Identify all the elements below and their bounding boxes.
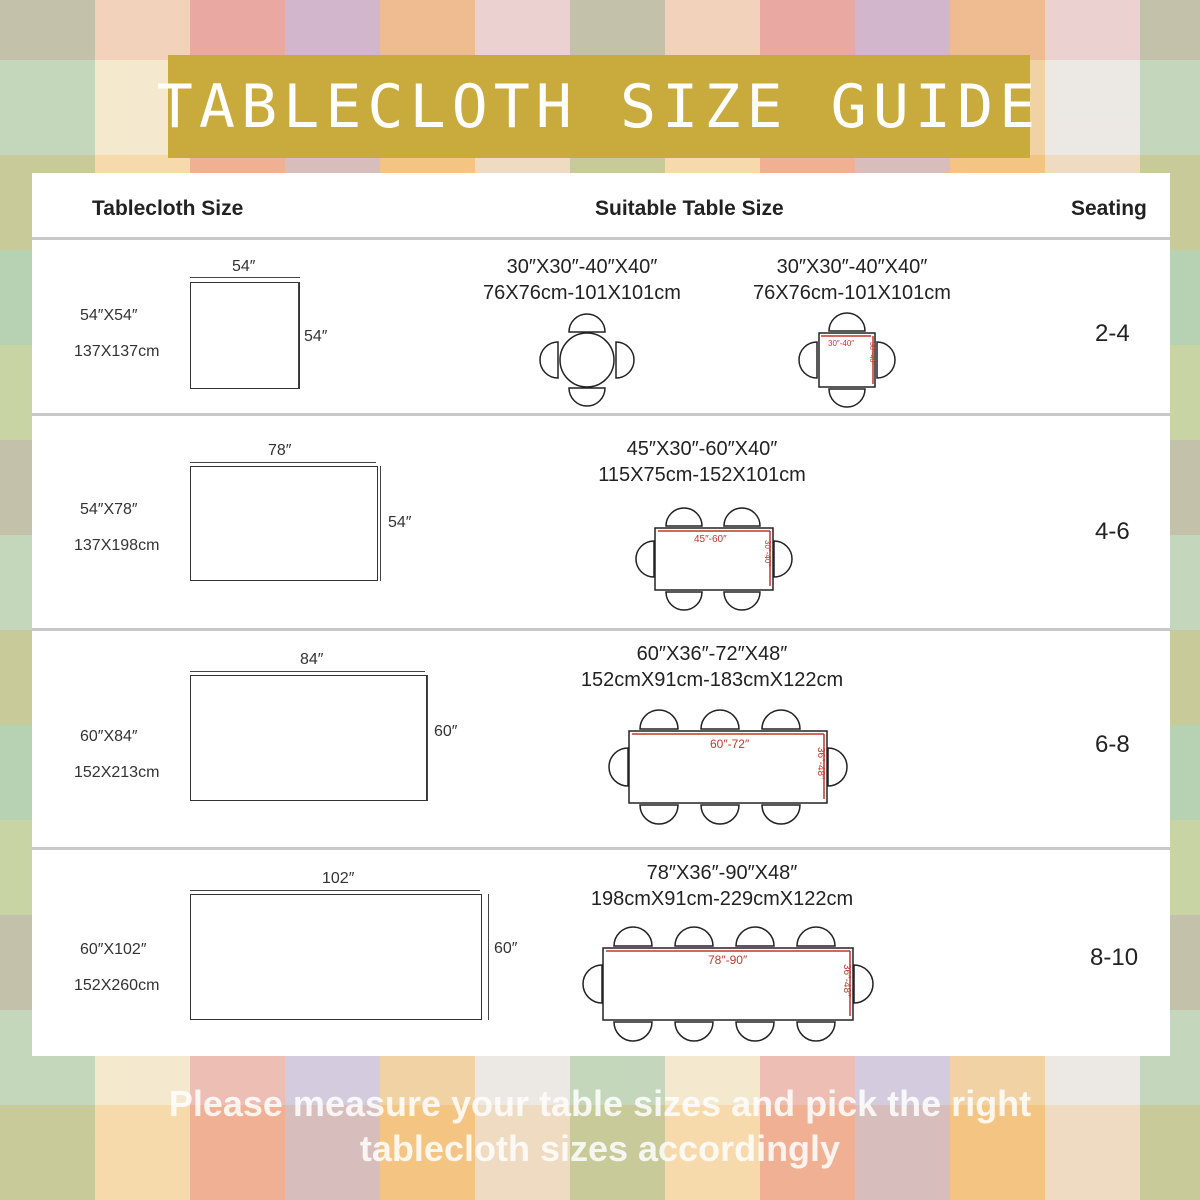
cloth-size-inches: 60″X84″: [80, 728, 138, 745]
title-banner: [156, 55, 1042, 158]
rectangular-table-diagram: [592, 693, 862, 843]
chair: [877, 342, 895, 378]
suitable-size: [552, 436, 852, 488]
height-dimension-line: [298, 282, 299, 389]
size-guide-card: [32, 173, 1170, 1056]
chair: [774, 541, 792, 577]
footer-note-line-1: Please measure your table sizes and pick the right: [168, 1083, 1032, 1124]
chair: [736, 1022, 774, 1041]
chair: [540, 342, 558, 378]
suitable-size-inches: 78″X36″-90″X48″: [646, 862, 798, 884]
square-table-diagram: [792, 308, 902, 410]
width-dimension: 102″: [322, 870, 355, 887]
seating-count: 4-6: [1095, 518, 1130, 545]
chair: [797, 927, 835, 946]
width-dimension-line: [190, 671, 425, 672]
seating-count: 8-10: [1090, 944, 1139, 971]
table-length-label: 60″-72″: [710, 737, 750, 751]
suitable-size-cm: 76X76cm-101X101cm: [753, 282, 951, 304]
chair: [829, 313, 865, 331]
chair: [829, 389, 865, 407]
height-dimension-line: [488, 894, 489, 1020]
width-dimension-line: [190, 462, 376, 463]
height-dimension: 60″: [434, 723, 458, 740]
suitable-size-square: [722, 254, 982, 306]
table-length-label: 45″-60″: [694, 534, 727, 545]
chair: [569, 388, 605, 406]
suitable-size-inches: 60″X36″-72″X48″: [636, 643, 788, 665]
cloth-size-cm: 137X198cm: [74, 537, 160, 554]
chair: [736, 927, 774, 946]
width-dimension: 54″: [232, 258, 256, 275]
suitable-size-round: [462, 254, 702, 306]
rectangular-table-diagram: [562, 912, 892, 1056]
table-width-label: 36″-48″: [815, 747, 826, 780]
size-row: [32, 240, 1170, 413]
rectangular-table-diagram: [622, 496, 832, 626]
chair: [614, 927, 652, 946]
chair: [762, 805, 800, 824]
round-table-diagram: [532, 310, 642, 410]
cloth-size-cm: 137X137cm: [74, 343, 160, 360]
width-dimension: 78″: [268, 442, 292, 459]
suitable-size-inches: 30″X30″-40″X40″: [776, 256, 928, 278]
suitable-size-inches: 30″X30″-40″X40″: [506, 256, 658, 278]
tablecloth-shape: [190, 675, 427, 801]
seating-count: 2-4: [1095, 320, 1130, 347]
tablecloth-shape: [190, 282, 300, 389]
chair: [675, 927, 713, 946]
table-width-label: 30″-40″: [868, 342, 875, 365]
size-row: [32, 631, 1170, 847]
chair: [797, 1022, 835, 1041]
chair: [701, 805, 739, 824]
cloth-size-inches: 54″X54″: [80, 307, 138, 324]
table-width-label: 30″-40″: [763, 540, 772, 567]
footer-note-line-2: tablecloth sizes accordingly: [359, 1128, 841, 1169]
suitable-size: [562, 860, 882, 912]
suitable-size-cm: 115X75cm-152X101cm: [598, 464, 806, 486]
size-row: [32, 850, 1170, 1056]
suitable-size-cm: 152cmX91cm-183cmX122cm: [580, 669, 844, 691]
height-dimension: 54″: [304, 328, 328, 345]
tablecloth-shape: [190, 894, 482, 1020]
suitable-size: [552, 641, 872, 693]
page-title: TABLECLOTH SIZE GUIDE: [156, 71, 1042, 142]
height-dimension-line: [427, 675, 428, 801]
width-dimension: 84″: [300, 651, 324, 668]
chair: [854, 965, 873, 1003]
chair: [724, 592, 760, 610]
table-length-label: 78″-90″: [708, 953, 748, 967]
header-seating: Seating: [1071, 197, 1147, 220]
chair: [609, 748, 628, 786]
height-dimension: 54″: [388, 514, 412, 531]
suitable-size-cm: 76X76cm-101X101cm: [483, 282, 681, 304]
chair: [583, 965, 602, 1003]
cloth-size-inches: 60″X102″: [80, 941, 147, 958]
chair: [614, 1022, 652, 1041]
chair: [666, 592, 702, 610]
tablecloth-shape: [190, 466, 378, 581]
suitable-size-cm: 198cmX91cm-229cmX122cm: [590, 888, 854, 910]
table-length-label: 30″-40″: [828, 339, 855, 348]
chair: [675, 1022, 713, 1041]
chair: [640, 710, 678, 729]
cloth-size-cm: 152X260cm: [74, 977, 160, 994]
table-width-label: 36″-48″: [841, 964, 852, 997]
chair: [762, 710, 800, 729]
header-tablecloth-size: Tablecloth Size: [92, 197, 244, 220]
chair: [616, 342, 634, 378]
chair: [701, 710, 739, 729]
round-table: [560, 333, 614, 387]
height-dimension: 60″: [494, 940, 518, 957]
cloth-size-cm: 152X213cm: [74, 764, 160, 781]
suitable-size-inches: 45″X30″-60″X40″: [626, 438, 778, 460]
size-row: [32, 416, 1170, 628]
height-dimension-line: [380, 466, 381, 581]
chair: [724, 508, 760, 526]
cloth-size-inches: 54″X78″: [80, 501, 138, 518]
seating-count: 6-8: [1095, 731, 1130, 758]
chair: [636, 541, 654, 577]
header-suitable-table-size: Suitable Table Size: [595, 197, 784, 220]
width-dimension-line: [190, 890, 480, 891]
chair: [828, 748, 847, 786]
chair: [569, 314, 605, 332]
width-dimension-line: [190, 277, 300, 278]
chair: [640, 805, 678, 824]
chair: [799, 342, 817, 378]
chair: [666, 508, 702, 526]
